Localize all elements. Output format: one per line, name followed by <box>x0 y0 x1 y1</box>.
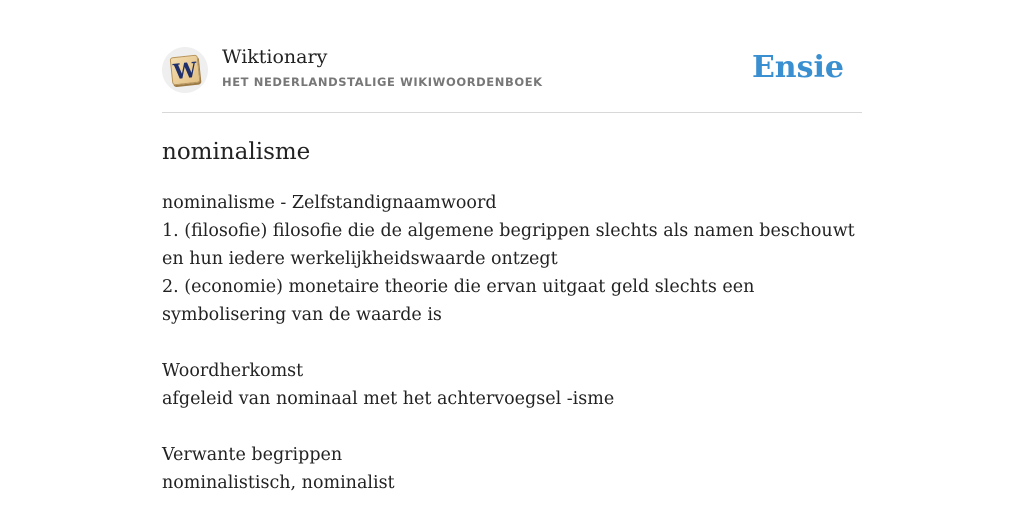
logo-tile <box>170 55 201 86</box>
definition-2: 2. (economie) monetaire theorie die ervan uitgaat geld slechts een symbolisering van de waarde is <box>162 277 755 325</box>
related-text: nominalistisch, nominalist <box>162 473 395 493</box>
site-tagline: HET NEDERLANDSTALIGE WIKIWOORDENBOEK <box>222 75 543 89</box>
page-title: nominalisme <box>162 139 311 165</box>
page <box>162 0 862 497</box>
header <box>162 0 862 113</box>
related-title: Verwante begrippen <box>162 445 343 465</box>
logo-letter: W <box>172 56 199 85</box>
wiktionary-logo[interactable] <box>162 47 208 93</box>
definition-1: 1. (filosofie) filosofie die de algemene begrippen slechts als namen beschouwt en hun iedere werkelijkheidswaarde ontzegt <box>162 221 855 269</box>
etymology-title: Woordherkomst <box>162 361 304 381</box>
spacer <box>162 329 862 357</box>
ensie-brand-link[interactable]: Ensie <box>751 50 844 85</box>
entry-heading: nominalisme - Zelfstandignaamwoord <box>162 193 497 213</box>
etymology-text: afgeleid van nominaal met het achtervoegsel -isme <box>162 389 615 409</box>
site-name[interactable]: Wiktionary <box>222 46 328 68</box>
entry-content <box>162 189 862 497</box>
spacer <box>162 413 862 441</box>
